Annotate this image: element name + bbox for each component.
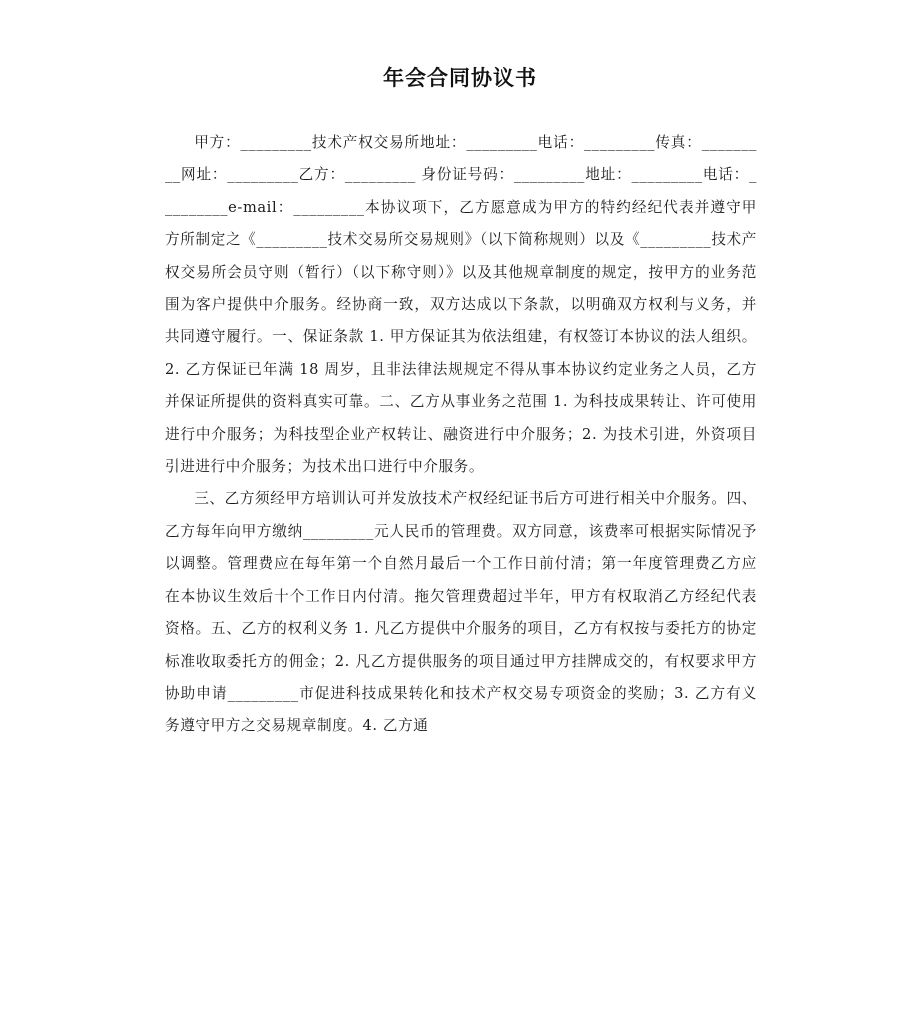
paragraph-fees-and-rights: 三、乙方须经甲方培训认可并发放技术产权经纪证书后方可进行相关中介服务。四、乙方每年向甲方缴纳_________元人民币的管理费。双方同意，该费率可根据实际情况予以调整。管理费应在每年第一个自然月最后一个工作日前付清；第一年度管理费乙方应在本协议生效后十个工作日内付清。拖欠管理费超过半年，甲方有权取消乙方经纪代表资格。五、乙方的权利义务 1. 凡乙方提供中介服务的项目，乙方有权按与委托方的协定标准收取委托方的佣金；2. 凡乙方提供服务的项目通过甲方挂牌成交的，有权要求甲方协助申请_________市促进科技成果转化和技术产权交易专项资金的奖励；3. 乙方有义务遵守甲方之交易规章制度。4. 乙方通 — [165, 490, 757, 735]
document-body — [165, 127, 757, 743]
document-title: 年会合同协议书 — [383, 66, 537, 90]
paragraph-parties-and-terms: 甲方：_________技术产权交易所地址：_________电话：_________传真：_________网址：_________乙方：_________ 身份证号码：_________地址：_________电话：_________e-mail：_________本协议项下，乙方愿意成为甲方的特约经纪代表并遵守甲方所制定之《_________技术交易所交易规则》（以下简称规则）以及《_________技术产权交易所会员守则（暂行）（以下称守则）》以及其他规章制度的规定，按甲方的业务范围为客户提供中介服务。经协商一致，双方达成以下条款，以明确双方权利与义务，并共同遵守履行。一、保证条款 1. 甲方保证其为依法组建，有权签订本协议的法人组织。2. 乙方保证已年满 18 周岁，且非法律法规规定不得从事本协议约定业务之人员，乙方并保证所提供的资料真实可靠。二、乙方从事业务之范围 1. 为科技成果转让、许可使用进行中介服务；为科技型企业产权转让、融资进行中介服务；2. 为技术引进，外资项目引进进行中介服务；为技术出口进行中介服务。 — [165, 134, 757, 476]
